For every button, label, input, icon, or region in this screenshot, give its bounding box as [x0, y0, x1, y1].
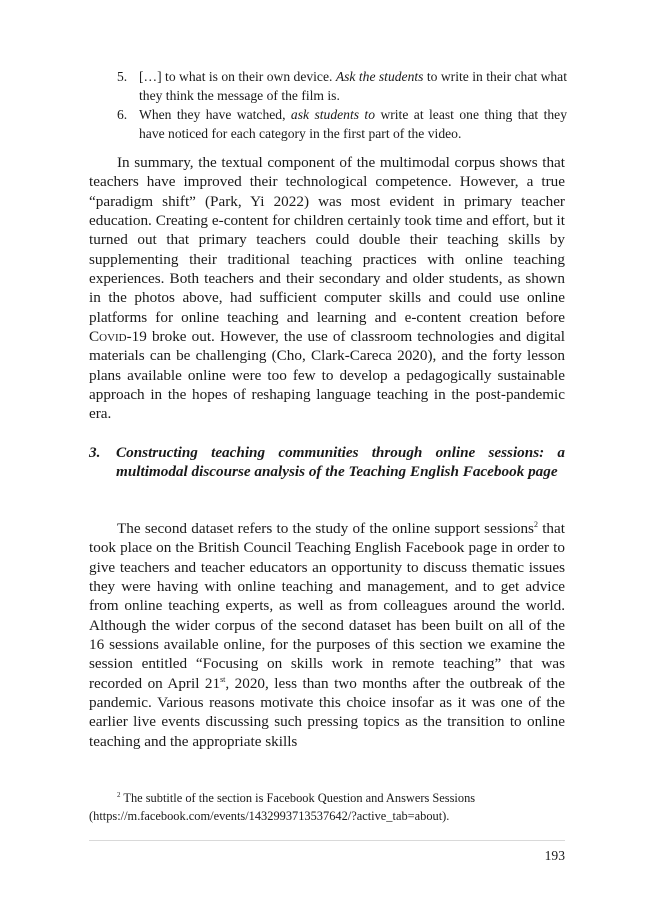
- list-item-text: […] to what is on their own device.: [139, 69, 336, 84]
- list-item: [117, 105, 567, 143]
- footer-divider: [89, 840, 565, 841]
- paragraph-text: -19 broke out. However, the use of classroom technologies and digital materials can be challenging (Cho, Clark-Careca 2020), and the forty lesson plans available online were too few to develop a pedagogically sustainable approach in the hopes of reshaping language teaching in the post-pandemic era.: [89, 328, 565, 423]
- page-number: 193: [544, 848, 565, 863]
- summary-paragraph: [89, 153, 565, 424]
- list-item-emphasis: Ask the students: [335, 69, 424, 84]
- paragraph-text: In summary, the textual component of the multimodal corpus shows that teachers have improved their technological competence. However, a true “paradigm shift” (Park, Yi 2022) was most evident in primary teacher education. Creating e-content for children certainly took time and effort, but it turned out that primary teachers could double their teaching skills by supplementing their traditional teaching practices with online teaching experiences. Both teachers and their secondary and older students, as shown in the photos above, had sufficient computer skills and could use online platforms for online teaching and learning and e-content creation before: [89, 154, 565, 326]
- list-item-emphasis: ask students to: [290, 107, 376, 122]
- section-heading: [89, 443, 565, 482]
- ordinal-suffix: st: [220, 674, 226, 684]
- footnote-text: The subtitle of the section is Facebook Question and Answers Sessions (https://m.facebook.com/events/1432993713537642/?active_tab=about).: [89, 791, 476, 823]
- list-item-text: When they have watched,: [139, 107, 291, 122]
- section-title: Constructing teaching communities through online sessions: a multimodal discourse analysis of the Teaching English Facebook page: [116, 444, 565, 481]
- list-item-text: to write in their chat what they think the message of the film is.: [139, 69, 567, 103]
- paragraph-text: The second dataset refers to the study of the online support sessions: [117, 520, 534, 537]
- numbered-list: [117, 67, 567, 143]
- paragraph-text: , 2020, less than two months after the outbreak of the pandemic. Various reasons motivate this choice insofar as it was one of the earlier live events discussing such pressing topics as the transition to online teaching and the appropriate skills: [89, 674, 565, 750]
- footnote-reference: 2: [533, 520, 538, 529]
- list-item: [117, 67, 567, 105]
- section-number: 3.: [89, 444, 101, 461]
- footnote-marker: 2: [117, 791, 121, 799]
- footnote: [89, 790, 565, 825]
- dataset-paragraph: [89, 519, 565, 751]
- list-item-number: 6.: [117, 107, 128, 122]
- list-item-number: 5.: [117, 69, 128, 84]
- small-caps-text: Covid: [89, 328, 127, 346]
- paragraph-text: that took place on the British Council Teaching English Facebook page in order to give teachers and teacher educators an opportunity to discuss thematic issues they were having with online teaching and management, and to get advice from online teaching experts, as well as from colleagues around the world. Although the wider corpus of the second dataset has been built on all of the 16 sessions available online, for the purposes of this section we examine the session entitled “Focusing on skills work in remote teaching” that was recorded on April 21: [89, 520, 565, 692]
- list-item-text: write at least one thing that they have noticed for each category in the first part of the video.: [139, 107, 567, 141]
